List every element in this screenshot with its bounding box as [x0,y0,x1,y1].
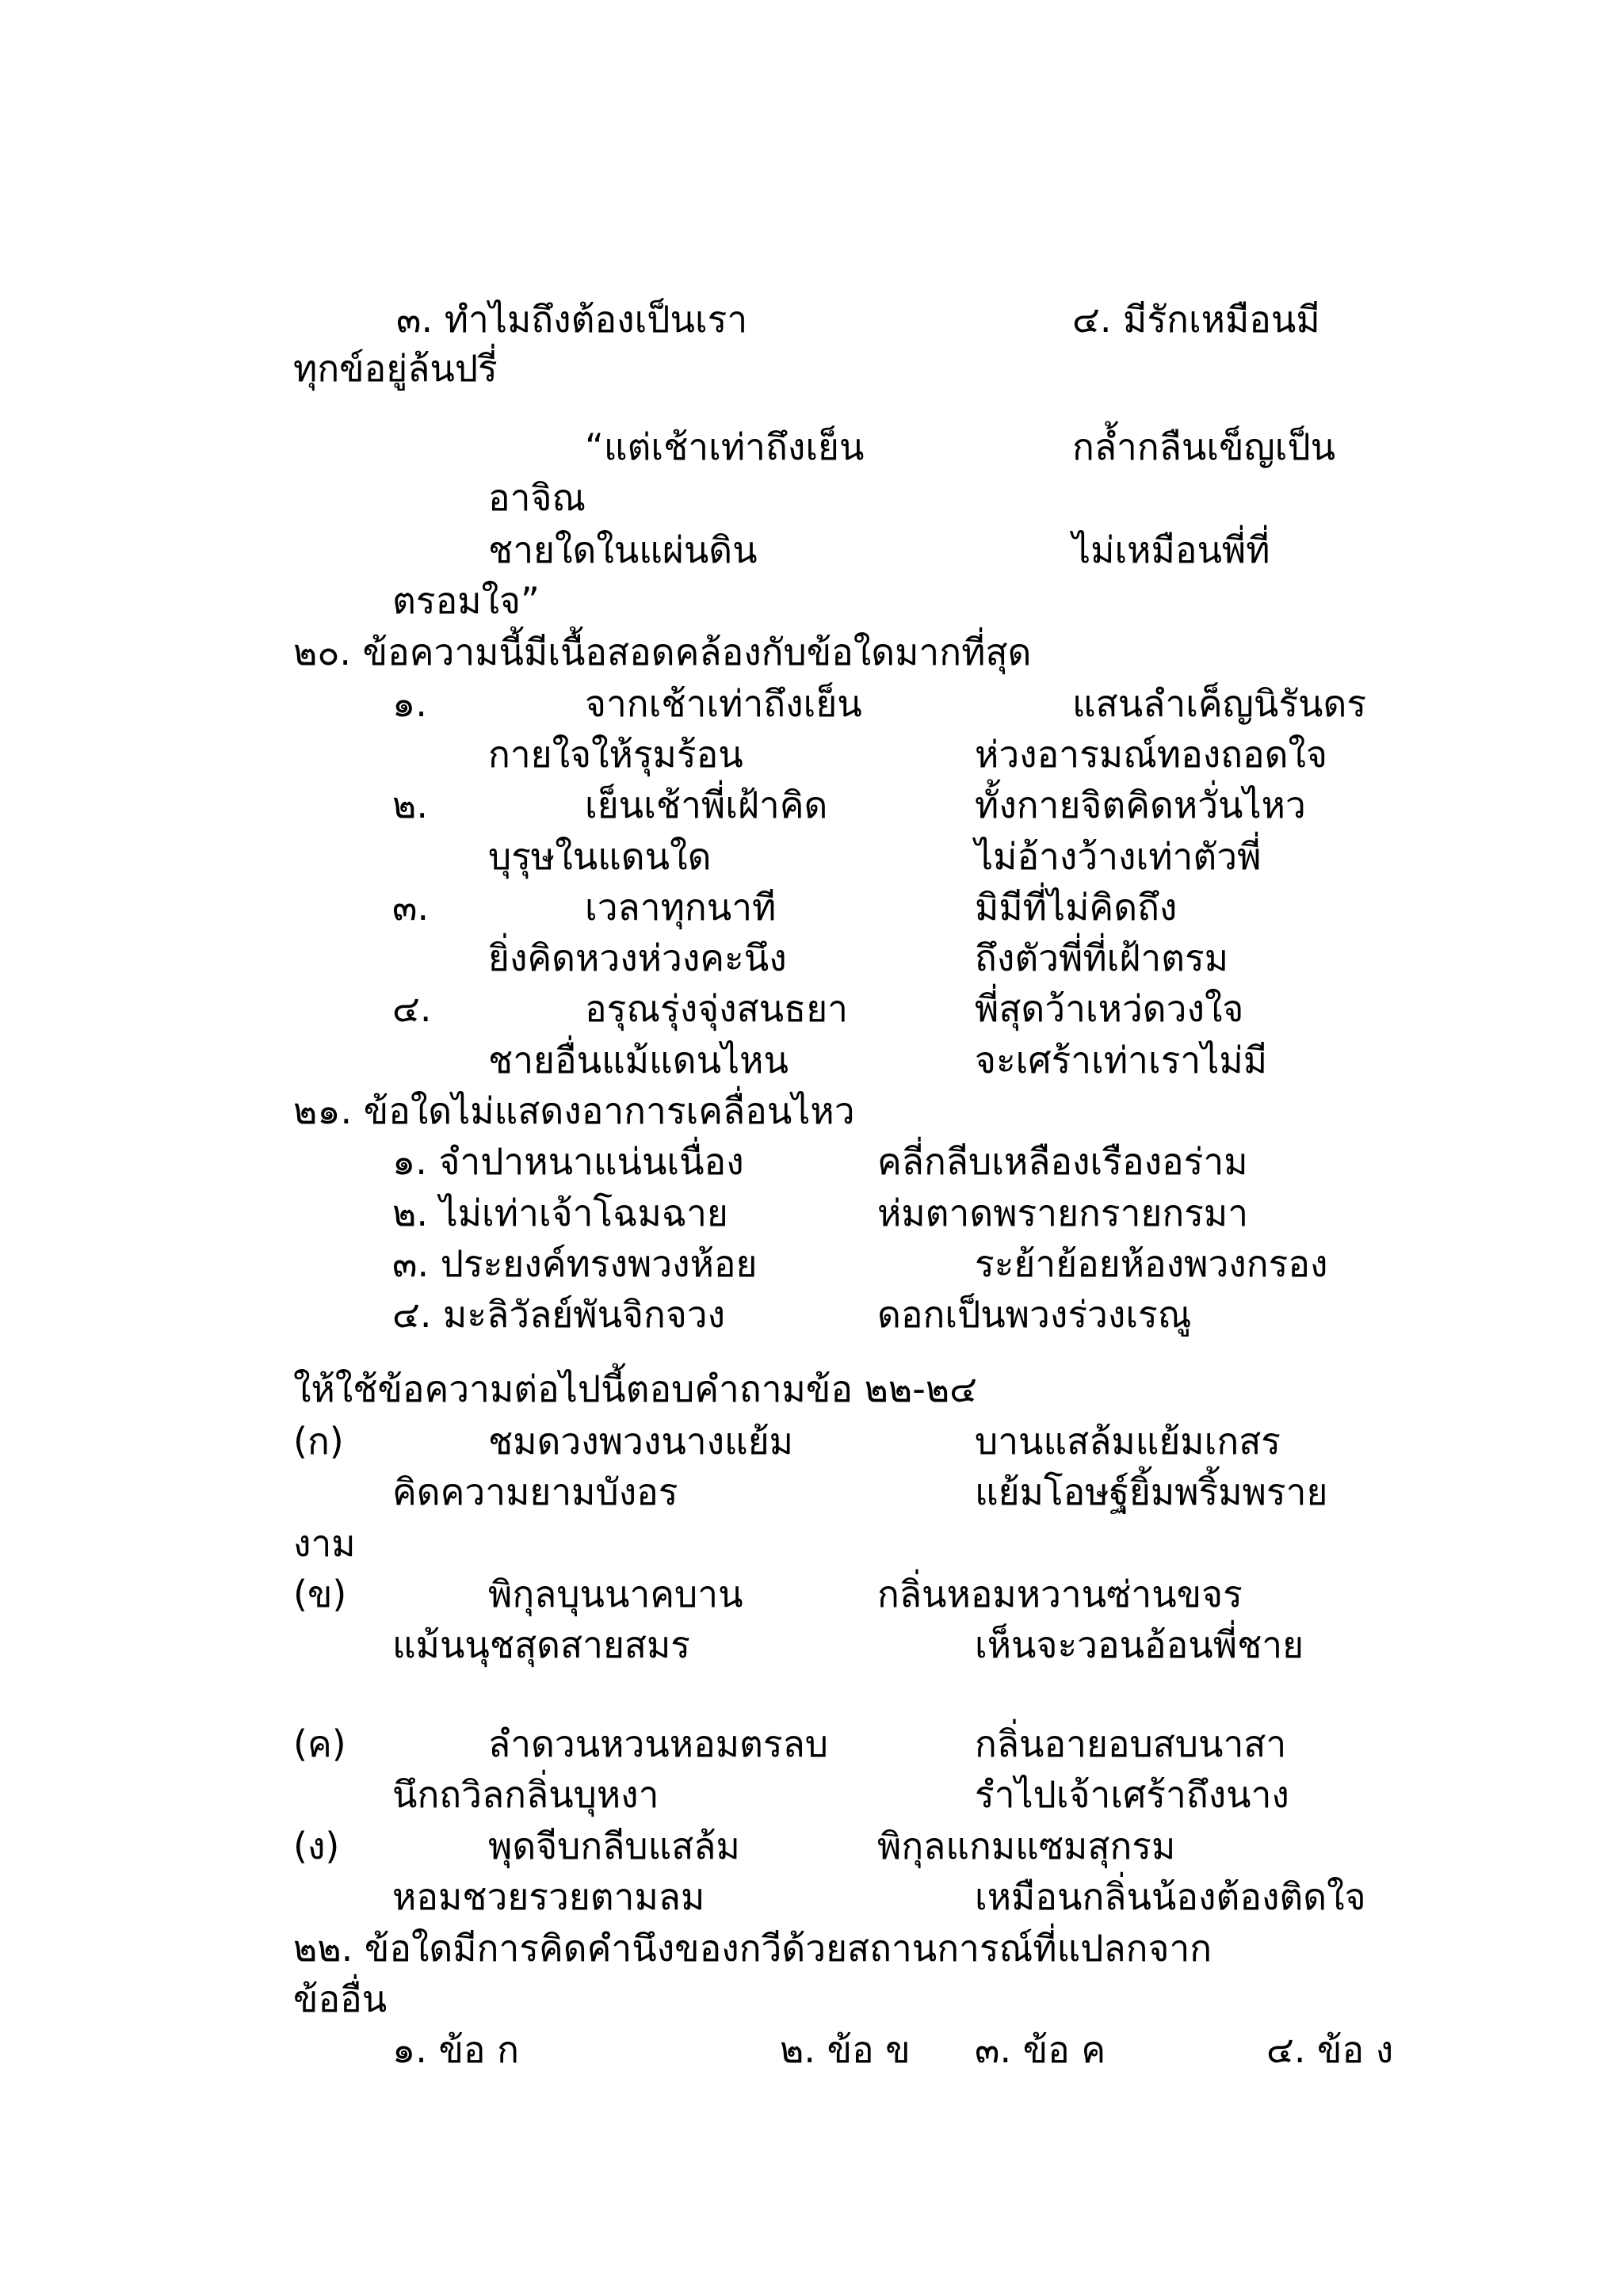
q21-option-3-b: ระย้าย้อยห้องพวงกรอง [975,1242,1328,1285]
q20-question: ๒๐. ข้อความนี้มีเนื้อสอดคล้องกับข้อใดมากที่สุด [293,631,1032,673]
q22-option-2: ๒. ข้อ ข [780,2028,911,2071]
q20-option-2-b: ทั้งกายจิตคิดหวั่นไหว [975,784,1306,826]
passage-kho-a: พิกุลบุนนาคบาน [488,1573,743,1615]
intro-choice-4: ๔. มีรักเหมือนมี [1072,298,1320,341]
q20-option-1-num: ๑. [392,682,427,725]
q20-option-3-a: เวลาทุกนาที [585,886,777,929]
passage-ka-c: คิดความยามบังอร [392,1470,678,1513]
poem-line1-c: อาจิณ [488,476,586,519]
q21-option-3-a: ๓. ประยงค์ทรงพวงห้อย [392,1242,758,1285]
q21-question: ๒๑. ข้อใดไม่แสดงอาการเคลื่อนไหว [293,1089,855,1132]
poem-line1-b: กล้ำกลืนเข็ญเป็น [1072,425,1336,468]
passage-kho2-d: รำไปเจ้าเศร้าถึงนาง [975,1773,1289,1816]
poem-line1-a: “แต่เช้าเท่าถึงเย็น [585,425,865,468]
q22-question: ๒๒. ข้อใดมีการคิดคำนึงของกวีด้วยสถานการณ์ที่แปลกจาก [293,1927,1212,1970]
passage-ka-label: (ก) [293,1420,344,1463]
intro-choice-4-cont: ทุกข์อยู่ล้นปรี่ [293,347,498,390]
q20-option-4-c: ชายอื่นแม้แดนไหน [488,1039,789,1081]
poem-line2-b: ไม่เหมือนพี่ที่ [1072,528,1270,571]
passage-kho-b: กลิ่นหอมหวานซ่านขจร [877,1573,1243,1615]
q21-option-2-b: ห่มตาดพรายกรายกรมา [877,1192,1249,1234]
q21-option-4-b: ดอกเป็นพวงร่วงเรณู [877,1293,1192,1336]
q21-option-1-b: คลี่กลีบเหลืองเรืองอร่าม [877,1140,1248,1183]
q22-option-3: ๓. ข้อ ค [975,2028,1106,2071]
passage-instruction: ให้ใช้ข้อความต่อไปนี้ตอบคำถามข้อ ๒๒-๒๔ [293,1367,977,1410]
passage-ngo-c: หอมชวยรวยตามลม [392,1875,705,1918]
q20-option-2-num: ๒. [392,784,428,826]
q20-option-4-b: พี่สุดว้าเหว่ดวงใจ [975,987,1244,1030]
q20-option-1-b: แสนลำเค็ญนิรันดร [1072,682,1367,725]
q20-option-3-c: ยิ่งคิดหวงห่วงคะนึง [488,936,787,979]
passage-ka-a: ชมดวงพวงนางแย้ม [488,1420,793,1463]
q22-option-1: ๑. ข้อ ก [392,2028,519,2071]
q20-option-4-num: ๔. [392,987,432,1030]
passage-ka-e: งาม [293,1522,356,1565]
q20-option-3-b: มิมีที่ไม่คิดถึง [975,886,1178,929]
q22-question-cont: ข้ออื่น [293,1978,388,2020]
intro-choice-3: ๓. ทำไมถึงต้องเป็นเรา [396,298,748,341]
q20-option-1-a: จากเช้าเท่าถึงเย็น [585,682,862,725]
q21-option-4-a: ๔. มะลิวัลย์พันจิกจวง [392,1293,726,1336]
passage-kho2-c: นึกถวิลกลิ่นบุหงา [392,1773,659,1816]
q20-option-3-d: ถึงตัวพี่ที่เฝ้าตรม [975,936,1229,979]
passage-kho2-b: กลิ่นอายอบสบนาสา [975,1722,1287,1765]
passage-ngo-a: พุดจีบกลีบแสล้ม [488,1825,740,1867]
passage-ngo-d: เหมือนกลิ่นน้องต้องติดใจ [975,1875,1366,1918]
passage-kho2-a: ลำดวนหวนหอมตรลบ [488,1722,829,1765]
passage-ka-b: บานแสล้มแย้มเกสร [975,1420,1281,1463]
q20-option-1-c: กายใจให้รุมร้อน [488,733,743,776]
passage-ka-d: แย้มโอษฐ์ยิ้มพริ้มพราย [975,1470,1328,1513]
q20-option-2-d: ไม่อ้างว้างเท่าตัวพี่ [975,835,1262,878]
q22-option-4: ๔. ข้อ ง [1266,2028,1394,2071]
passage-kho2-label: (ค) [293,1722,346,1765]
q20-option-2-a: เย็นเช้าพี่เฝ้าคิด [585,784,828,826]
passage-ngo-b: พิกุลแกมแซมสุกรม [877,1825,1176,1867]
q20-option-4-d: จะเศร้าเท่าเราไม่มี [975,1039,1268,1081]
q20-option-4-a: อรุณรุ่งจุ่งสนธยา [585,987,848,1030]
q21-option-2-a: ๒. ไม่เท่าเจ้าโฉมฉาย [392,1192,728,1234]
passage-kho-c: แม้นนุชสุดสายสมร [392,1623,690,1666]
poem-line2-c: ตรอมใจ” [392,579,540,622]
passage-ngo-label: (ง) [293,1825,340,1867]
poem-line2-a: ชายใดในแผ่นดิน [488,528,758,571]
q21-option-1-a: ๑. จำปาหนาแน่นเนื่อง [392,1140,744,1183]
q20-option-1-d: ห่วงอารมณ์ทองถอดใจ [975,733,1327,776]
passage-kho-d: เห็นจะวอนอ้อนพี่ชาย [975,1623,1304,1666]
passage-kho-label: (ข) [293,1573,347,1615]
q20-option-3-num: ๓. [392,886,430,929]
q20-option-2-c: บุรุษในแดนใด [488,835,712,878]
